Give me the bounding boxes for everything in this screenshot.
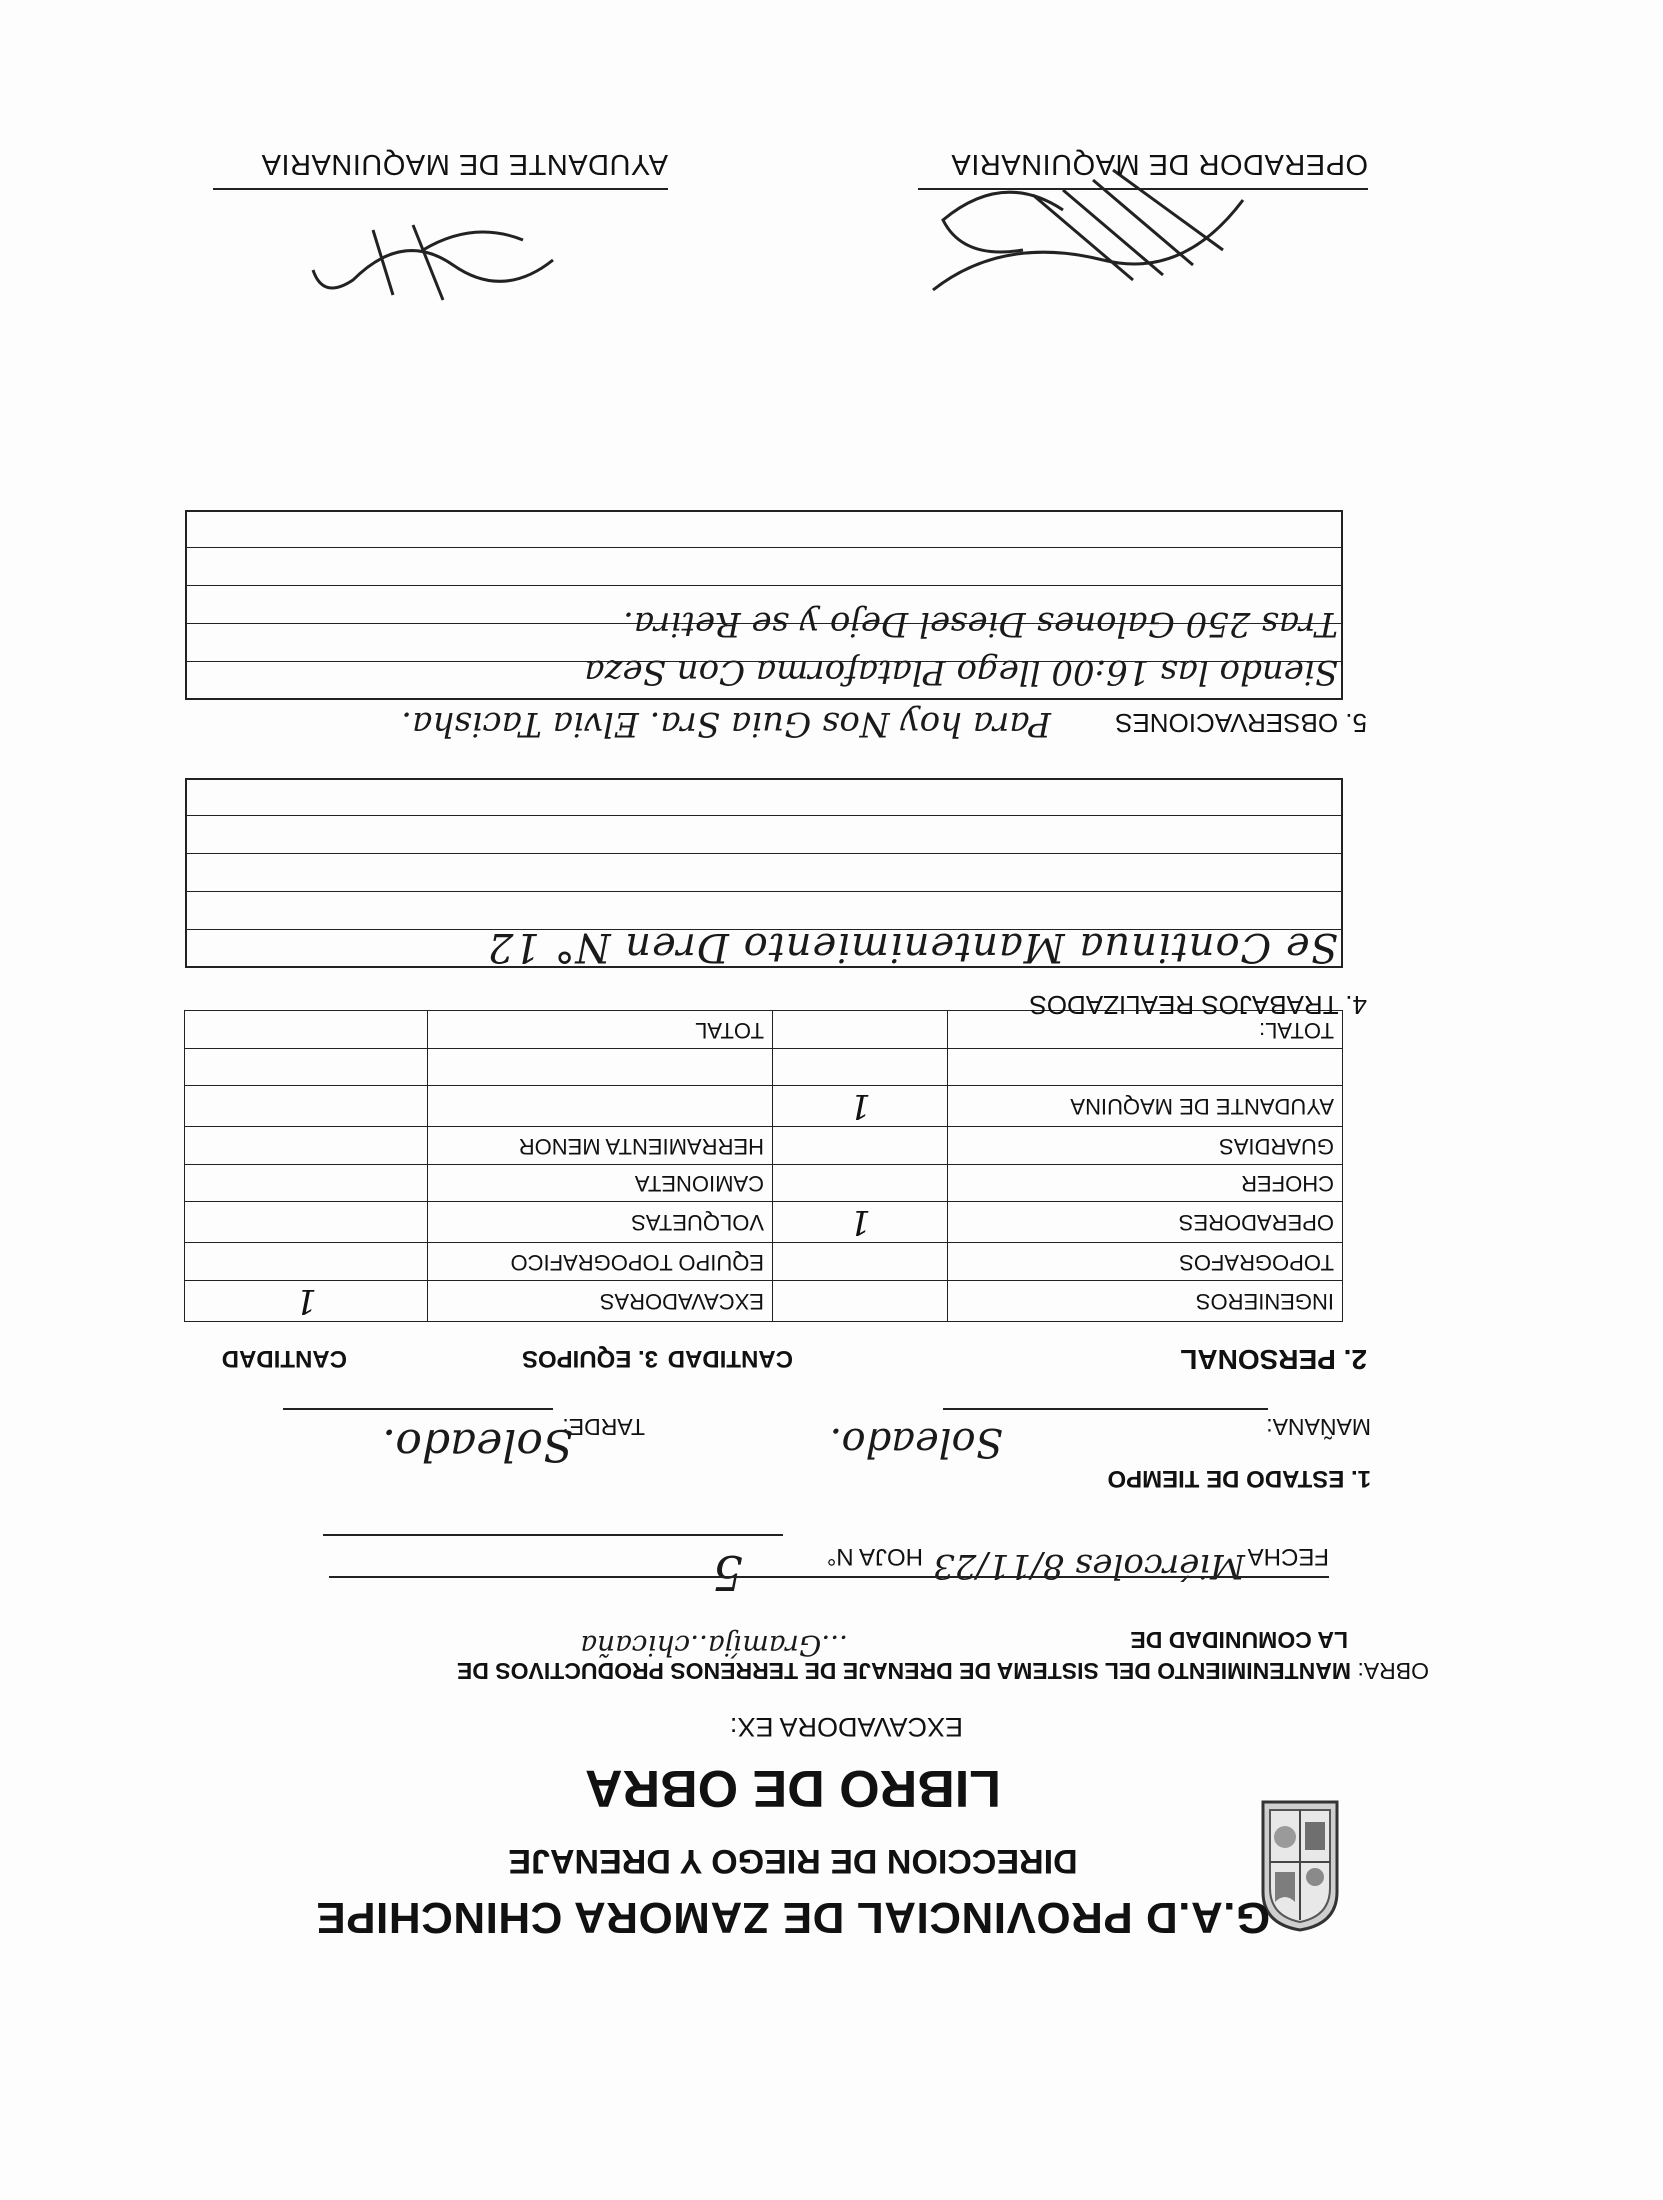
personal-qty-cell: 1 — [773, 1086, 948, 1127]
personal-qty-cell — [773, 1243, 948, 1281]
table-row — [185, 1202, 1343, 1243]
table-row — [185, 1165, 1343, 1203]
equipo-qty-cell — [185, 1243, 428, 1281]
operador-signature-line — [918, 188, 1368, 190]
ayudante-signature-line — [213, 188, 668, 190]
personal-name-cell: AYUDANTE DE MAQUINA — [948, 1086, 1343, 1127]
observaciones-line-1: Para hoy Nos Guia Sra. Elvia Tacisha. — [401, 704, 1051, 744]
tarde-value: Soleado. — [382, 1419, 573, 1470]
obra-label: OBRA: — [1357, 1658, 1429, 1684]
observaciones-rule — [185, 585, 1343, 586]
personal-name-cell: INGENIEROS — [948, 1281, 1343, 1322]
ayudante-signature — [303, 210, 563, 320]
personal-qty-cell — [773, 1281, 948, 1322]
personal-name-cell: GUARDIAS — [948, 1127, 1343, 1165]
hoja-label: HOJA N° — [826, 1543, 923, 1570]
personal-heading: 2. PERSONAL — [1180, 1344, 1367, 1375]
manana-value: Soleado. — [829, 1419, 1003, 1465]
comunidad-value: ...Gramíja..chicaña — [580, 1629, 848, 1662]
hoja-underline — [323, 1534, 783, 1536]
equipo-name-cell: HERRAMIENTA MENOR — [428, 1127, 773, 1165]
manana-label: MAÑANA: — [1266, 1414, 1371, 1440]
personal-name-cell: TOTAL: — [948, 1011, 1343, 1049]
equipo-qty-cell — [185, 1086, 428, 1127]
equipo-qty-cell — [185, 1011, 428, 1049]
document-title: LIBRO DE OBRA — [585, 1759, 1001, 1817]
hoja-value: 5 — [712, 1544, 743, 1600]
estado-tiempo-heading: 1. ESTADO DE TIEMPO — [1107, 1465, 1371, 1492]
equipo-name-cell: EQUIPO TOPOGRAFICO — [428, 1243, 773, 1281]
equipo-name-cell: EXCAVADORAS — [428, 1281, 773, 1322]
observaciones-rule — [185, 547, 1343, 548]
table-row — [185, 1281, 1343, 1322]
comunidad-label: LA COMUNIDAD DE — [1130, 1627, 1348, 1653]
trabajos-heading: 4. TRABAJOS REALIZADOS — [1029, 990, 1367, 1020]
trabajos-rule — [185, 853, 1343, 854]
fecha-label: FECHA — [1247, 1543, 1329, 1570]
tarde-label: TARDE: — [562, 1414, 645, 1440]
personal-qty-cell — [773, 1011, 948, 1049]
personal-name-cell: CHOFER — [948, 1165, 1343, 1203]
personal-name-cell: TOPOGRAFOS — [948, 1243, 1343, 1281]
department-title: DIRECCION DE RIEGO Y DRENAJE — [508, 1842, 1078, 1880]
equipo-name-cell — [428, 1086, 773, 1127]
equipo-qty-cell — [185, 1202, 428, 1243]
observaciones-line-2: Siendo las 16:00 llego Plataforma Con Seza — [584, 652, 1338, 692]
excavadora-label: EXCAVADORA EX: — [729, 1712, 963, 1742]
manana-underline — [943, 1408, 1268, 1410]
table-row — [185, 1243, 1343, 1281]
equipo-name-cell — [428, 1049, 773, 1087]
observaciones-heading: 5. OBSERVACIONES — [1115, 708, 1367, 738]
ayudante-label: AYUDANTE DE MAQUINARIA — [261, 148, 668, 180]
equipo-name-cell: TOTAL — [428, 1011, 773, 1049]
institution-title: G.A.D PROVINCIAL DE ZAMORA CHINCHIPE — [315, 1893, 1271, 1942]
observaciones-line-3: Tras 250 Galones Diesel Dejo y se Retira. — [623, 604, 1338, 644]
personal-qty-cell — [773, 1049, 948, 1087]
table-row — [185, 1049, 1343, 1087]
personal-equipos-table — [184, 1011, 1343, 1323]
personal-qty-cell: 1 — [773, 1202, 948, 1243]
equipo-qty-cell — [185, 1049, 428, 1087]
fecha-value: Miércoles 8/11/23 — [933, 1546, 1245, 1586]
personal-name-cell — [948, 1049, 1343, 1087]
personal-qty-cell — [773, 1127, 948, 1165]
tarde-underline — [283, 1408, 553, 1410]
trabajos-rule — [185, 891, 1343, 892]
trabajos-rule — [185, 815, 1343, 816]
equipo-qty-cell — [185, 1127, 428, 1165]
equipo-qty-cell: 1 — [185, 1281, 428, 1322]
table-row — [185, 1127, 1343, 1165]
table-row — [185, 1086, 1343, 1127]
obra-description: MANTENIMIENTO DEL SISTEMA DE DRENAJE DE TERRENOS PRODUCTIVOS DE — [456, 1658, 1351, 1684]
fecha-underline — [329, 1576, 1329, 1578]
equipo-name-cell: VOLQUETAS — [428, 1202, 773, 1243]
equipo-name-cell: CAMIONETA — [428, 1165, 773, 1203]
equipo-qty-cell — [185, 1165, 428, 1203]
personal-cantidad-header: CANTIDAD — [667, 1345, 793, 1372]
operador-label: OPERADOR DE MAQUINARIA — [950, 148, 1368, 180]
personal-qty-cell — [773, 1165, 948, 1203]
equipos-cantidad-header: CANTIDAD — [221, 1345, 347, 1372]
operador-signature — [903, 160, 1263, 320]
equipos-heading: 3. EQUIPOS — [521, 1345, 658, 1372]
trabajos-line-1: Se Continua Mantenimiento Dren N° 12 — [486, 924, 1338, 970]
personal-name-cell: OPERADORES — [948, 1202, 1343, 1243]
